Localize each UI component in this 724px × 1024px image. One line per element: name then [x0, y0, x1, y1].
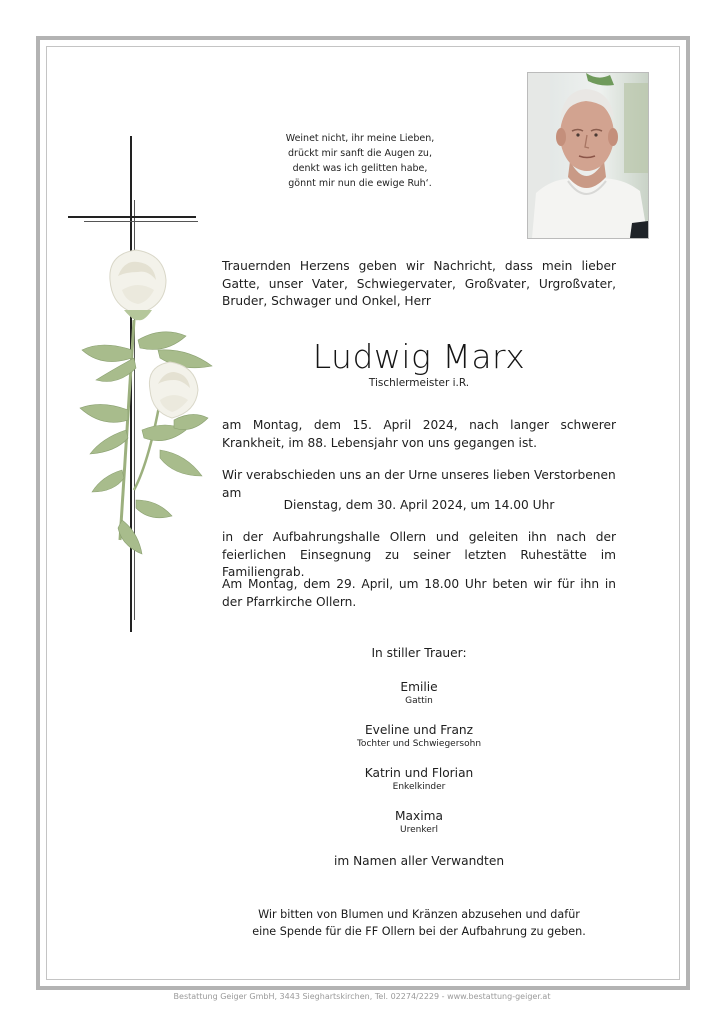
- poem: [260, 131, 460, 191]
- mourner-role: Urenkerl: [400, 825, 438, 835]
- portrait-photo: [527, 72, 649, 239]
- donation-request: [222, 906, 616, 940]
- mourners-section: [222, 645, 616, 869]
- farewell-details: in der Aufbahrungshalle Ollern und geleiten ihn nach der feierlichen Einsegnung zu seiner letzten Ruhestätte im Familiengrab.: [222, 530, 616, 579]
- cross-horizontal-line-thin: [84, 221, 198, 222]
- deceased-title: Tischlermeister i.R.: [368, 377, 470, 389]
- donation-request-line: eine Spende für die FF Ollern bei der Aufbahrung zu geben.: [252, 925, 586, 938]
- death-notice: am Montag, dem 15. April 2024, nach langer schwerer Krankheit, im 88. Lebensjahr von uns gegangen ist.: [222, 418, 616, 450]
- intro-paragraph: Trauernden Herzens geben wir Nachricht, dass mein lieber Gatte, unser Vater, Schwiegervater, Großvater, Urgroßvater, Bruder, Schwager und Onkel, Herr: [222, 259, 616, 308]
- deceased-name: Ludwig Marx: [312, 337, 526, 376]
- farewell-intro: Wir verabschieden uns an der Urne unseres lieben Verstorbenen am: [222, 468, 616, 500]
- mourner-name: Maxima: [395, 809, 443, 823]
- poem-line: gönnt mir nun die ewige Ruh‘.: [288, 178, 432, 189]
- donation-request-line: Wir bitten von Blumen und Kränzen abzusehen und dafür: [258, 908, 580, 921]
- mourner-role: Enkelkinder: [392, 782, 446, 792]
- deceased-block: [222, 338, 616, 389]
- mourner: [222, 765, 616, 793]
- portrait-image: [528, 73, 648, 238]
- poem-line: drückt mir sanft die Augen zu,: [288, 148, 432, 159]
- mourner-name: Emilie: [400, 680, 438, 694]
- mourner-role: Tochter und Schwiegersohn: [356, 739, 482, 749]
- relatives-line: im Namen aller Verwandten: [333, 854, 505, 868]
- mourner: [222, 679, 616, 707]
- white-rose-illustration: [62, 240, 222, 570]
- footer-imprint: Bestattung Geiger GmbH, 3443 Sieghartskirchen, Tel. 02274/2229 - www.bestattung-geiger.at: [173, 992, 551, 1001]
- poem-line: denkt was ich gelitten habe,: [292, 163, 428, 174]
- mourner-name: Eveline und Franz: [364, 723, 474, 737]
- mourner-role: Gattin: [405, 696, 433, 706]
- farewell-date: Dienstag, dem 30. April 2024, um 14.00 Uhr: [283, 498, 555, 512]
- mourners-heading: In stiller Trauer:: [371, 646, 467, 660]
- cross-horizontal-line: [68, 216, 196, 218]
- prayer-notice: Am Montag, dem 29. April, um 18.00 Uhr beten wir für ihn in der Pfarrkirche Ollern.: [222, 577, 616, 609]
- mourner: [222, 808, 616, 836]
- poem-line: Weinet nicht, ihr meine Lieben,: [285, 133, 435, 144]
- mourner-name: Katrin und Florian: [364, 766, 474, 780]
- mourner: [222, 722, 616, 750]
